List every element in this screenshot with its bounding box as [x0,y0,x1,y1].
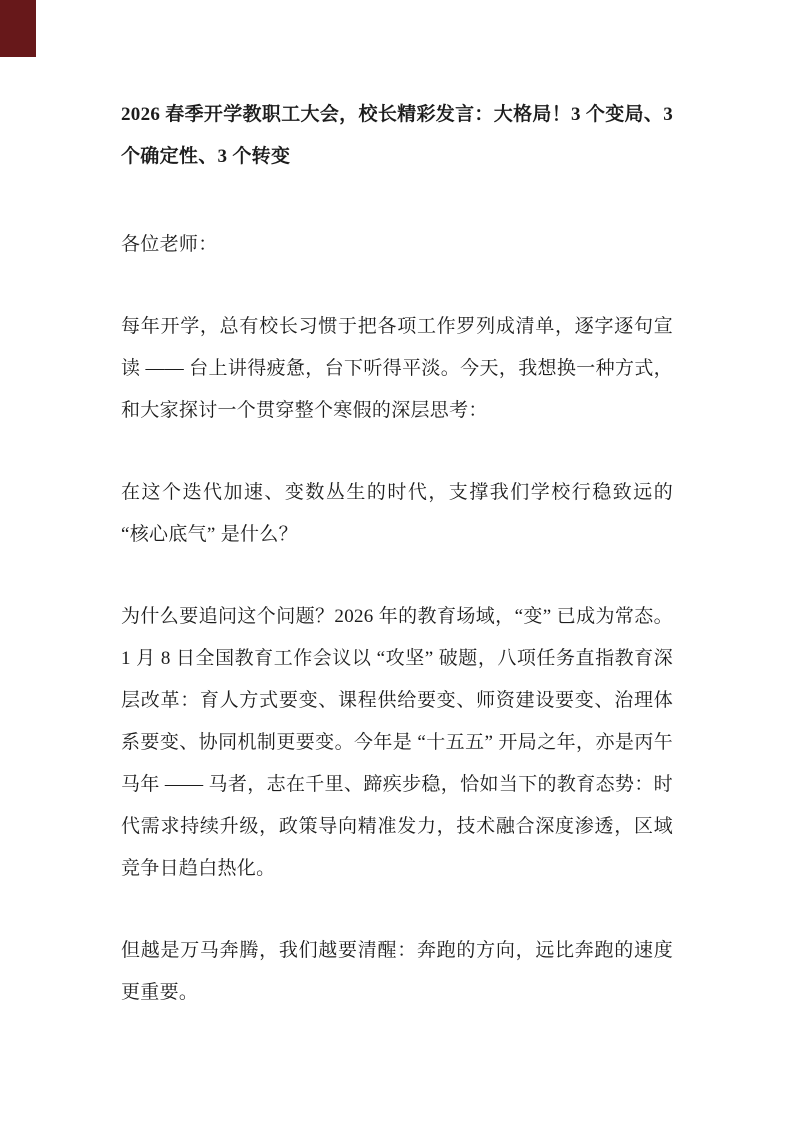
paragraph-question: 在这个迭代加速、变数丛生的时代，支撑我们学校行稳致远的 “核心底气” 是什么？ [121,482,673,545]
document-content [121,94,673,1014]
paragraph-closing: 但越是万马奔腾，我们越要清醒：奔跑的方向，远比奔跑的速度更重要。 [121,940,673,1003]
paragraph-salutation: 各位老师： [121,234,218,255]
corner-red-block [0,0,36,57]
document-title: 2026 春季开学教职工大会，校长精彩发言：大格局！3 个变局、3 个确定性、3 个转变 [121,104,673,167]
paragraph-context: 为什么要追问这个问题？2026 年的教育场域，“变” 已成为常态。1 月 8 日全国教育工作会议以 “攻坚” 破题，八项任务直指教育深层改革：育人方式要变、课程供给要变、师资建设要变、治理体系要变、协同机制更要变。今年是 “十五五” 开局之年，亦是丙午马年 —— 马者，志在千里、蹄疾步稳，恰如当下的教育态势：时代需求持续升级，政策导向精准发力，技术融合深度渗透，区域竞争日趋白热化。 [121,606,673,879]
paragraph-opening: 每年开学，总有校长习惯于把各项工作罗列成清单，逐字逐句宣读 —— 台上讲得疲惫，台下听得平淡。今天，我想换一种方式，和大家探讨一个贯穿整个寒假的深层思考： [121,316,673,421]
